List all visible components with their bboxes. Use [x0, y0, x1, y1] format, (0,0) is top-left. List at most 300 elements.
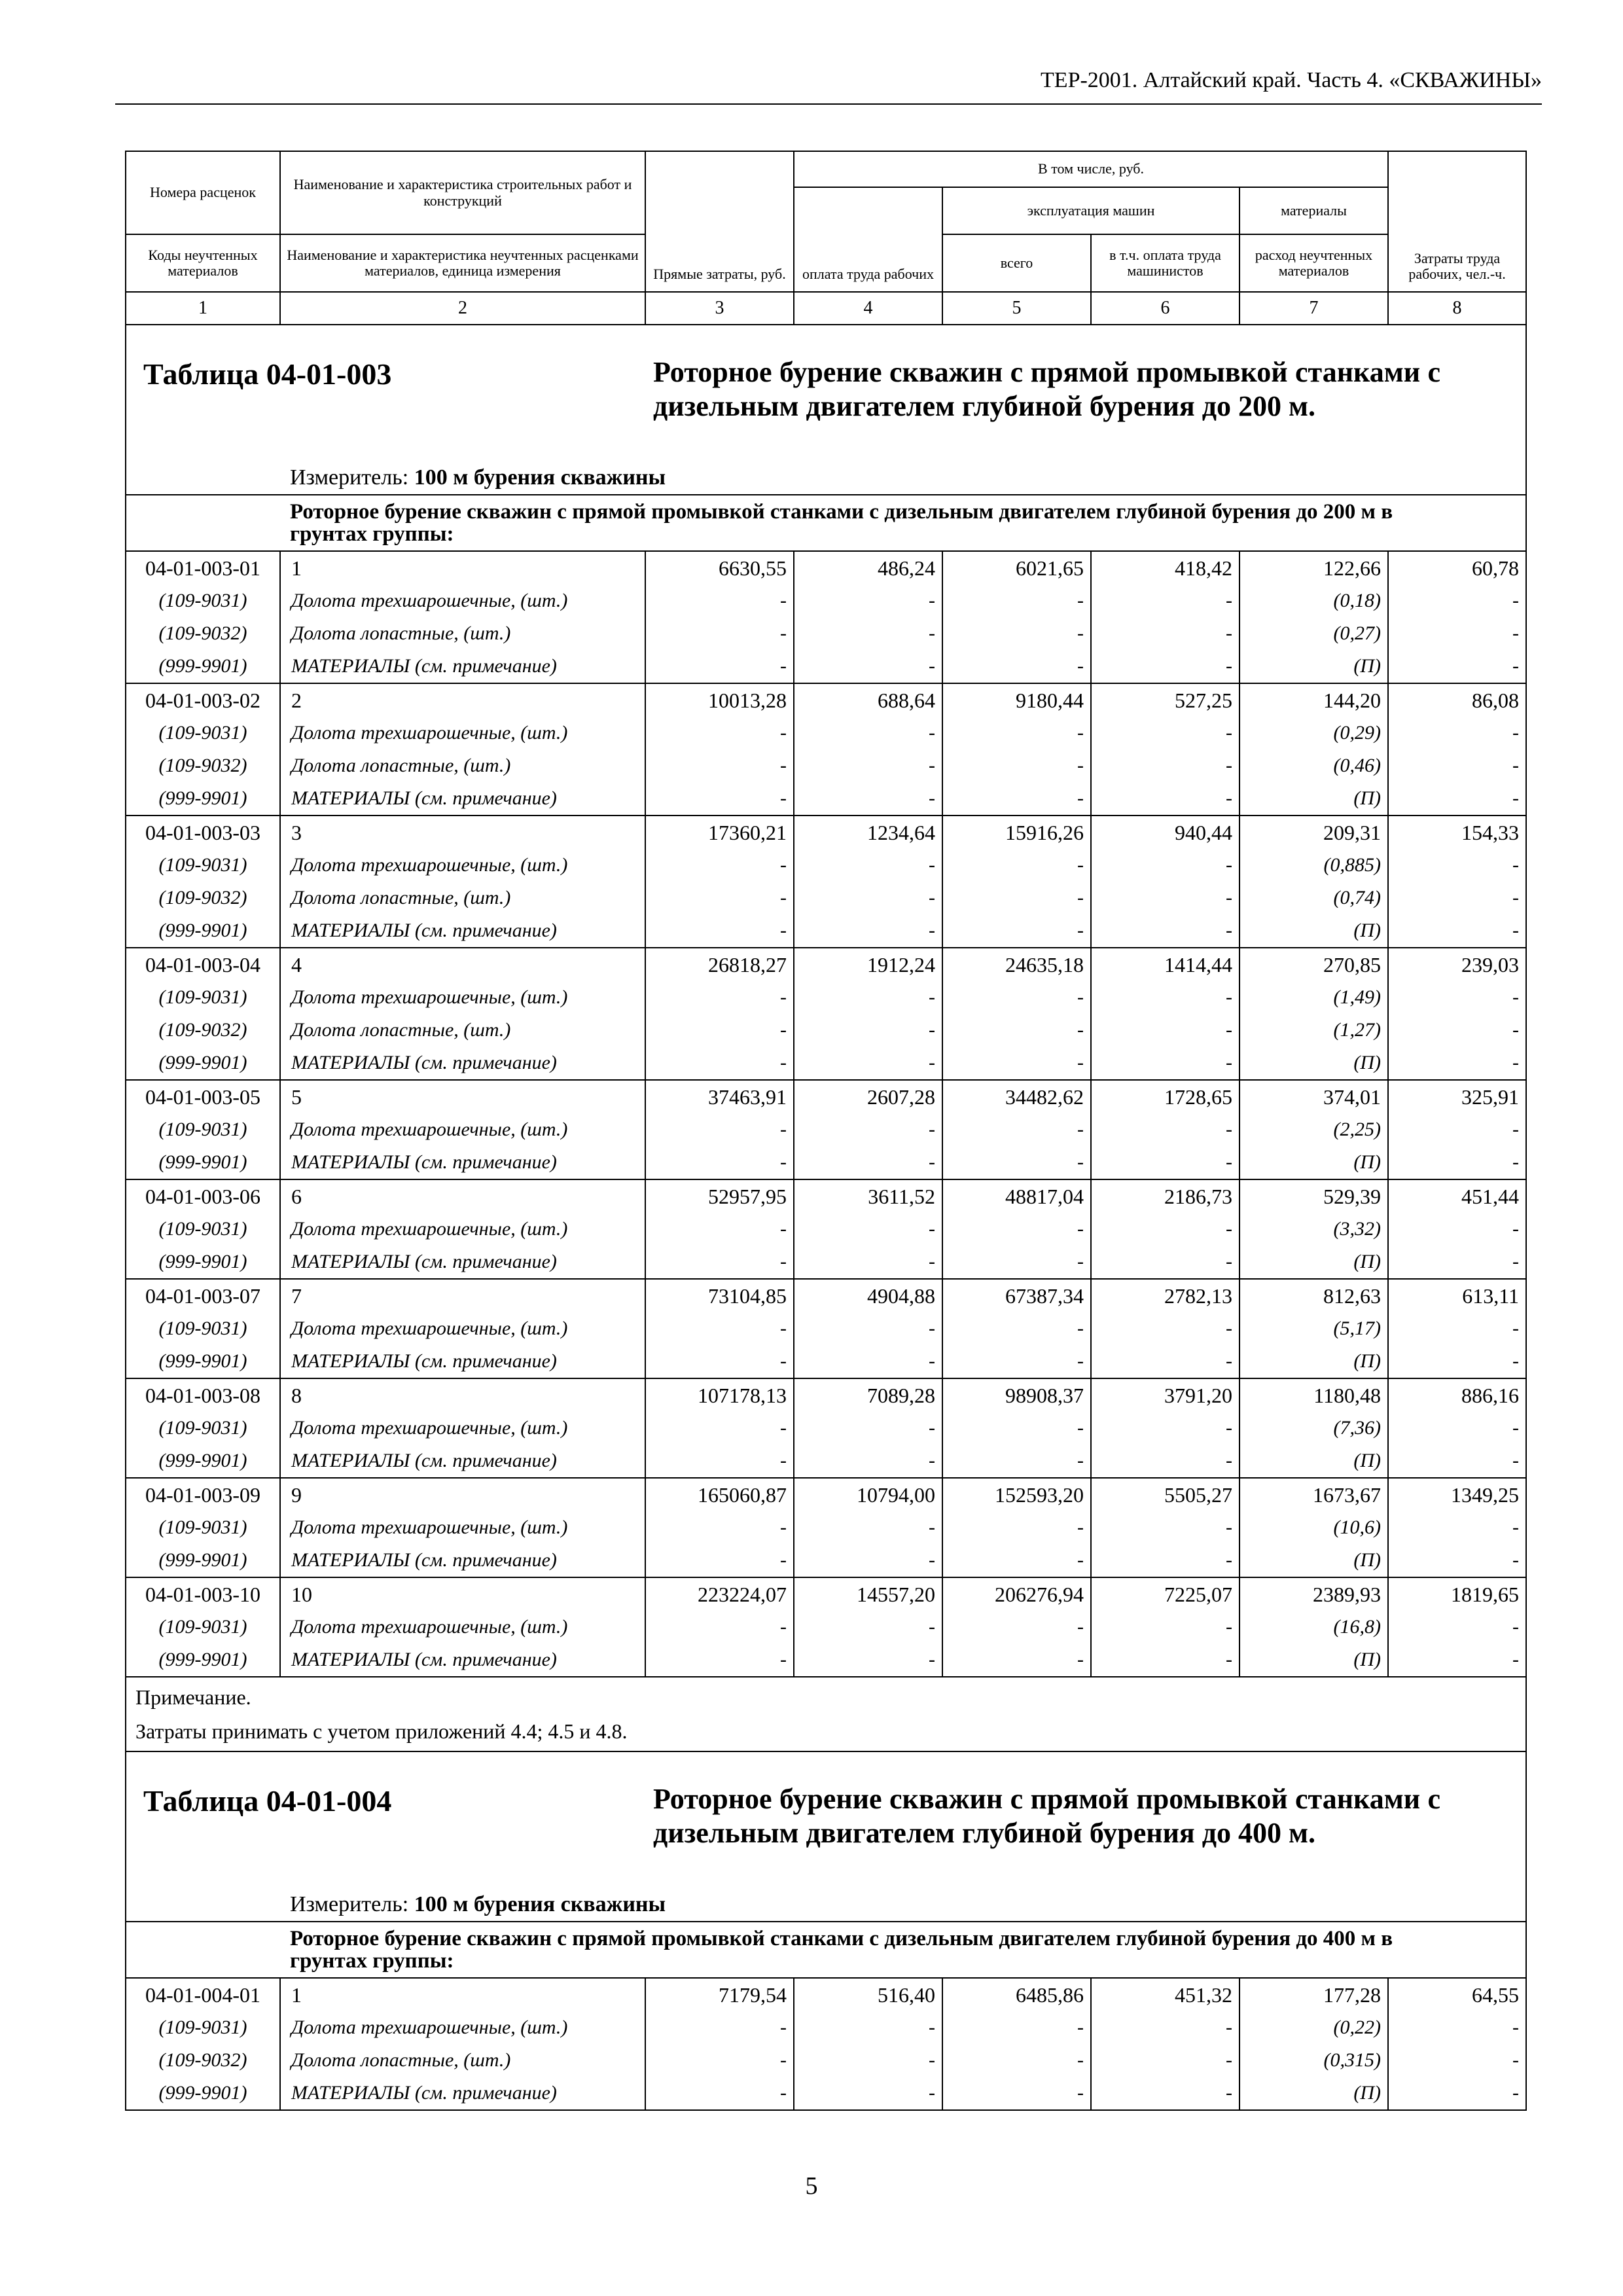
- dash-cell: -: [1388, 882, 1526, 914]
- resource-qty: (0,22): [1240, 2011, 1388, 2044]
- dash-cell: -: [645, 1444, 794, 1478]
- rate-value: 86,08: [1388, 683, 1526, 717]
- dash-cell: -: [1091, 1611, 1240, 1643]
- rate-value: 10794,00: [794, 1478, 942, 1511]
- resource-row: [126, 1511, 1526, 1544]
- resource-qty: (16,8): [1240, 1611, 1388, 1643]
- rate-value: 206276,94: [942, 1577, 1091, 1611]
- resource-code: (999-9901): [126, 1246, 280, 1279]
- col-number: 6: [1091, 292, 1240, 325]
- rate-row: [126, 1080, 1526, 1113]
- resource-code: (109-9031): [126, 717, 280, 749]
- rate-value: 223224,07: [645, 1577, 794, 1611]
- col-number: 3: [645, 292, 794, 325]
- resource-code: (999-9901): [126, 1544, 280, 1577]
- dash-cell: -: [1388, 650, 1526, 683]
- dash-cell: -: [794, 1611, 942, 1643]
- dash-cell: -: [942, 1146, 1091, 1179]
- rate-value: 48817,04: [942, 1179, 1091, 1213]
- resource-qty: (5,17): [1240, 1312, 1388, 1345]
- section-title-block: [126, 1751, 1526, 1922]
- rate-value: 67387,34: [942, 1279, 1091, 1312]
- dash-cell: -: [1091, 882, 1240, 914]
- dash-cell: -: [794, 749, 942, 782]
- dash-cell: -: [942, 1213, 1091, 1246]
- dash-cell: -: [645, 1312, 794, 1345]
- dash-cell: -: [794, 782, 942, 816]
- resource-row: [126, 617, 1526, 650]
- dash-cell: -: [1091, 1511, 1240, 1544]
- rate-row: [126, 1279, 1526, 1312]
- rate-value: 374,01: [1240, 1080, 1388, 1113]
- rate-value: 325,91: [1388, 1080, 1526, 1113]
- dash-cell: -: [1388, 849, 1526, 882]
- rate-value: 1819,65: [1388, 1577, 1526, 1611]
- page-number: 5: [805, 2172, 818, 2200]
- resource-row: [126, 1213, 1526, 1246]
- rate-code: 04-01-003-04: [126, 948, 280, 981]
- dash-cell: -: [942, 914, 1091, 948]
- dash-cell: -: [794, 882, 942, 914]
- rate-value: 1180,48: [1240, 1378, 1388, 1412]
- dash-cell: -: [942, 2044, 1091, 2077]
- dash-cell: -: [942, 1412, 1091, 1444]
- rate-value: 3791,20: [1091, 1378, 1240, 1412]
- dash-cell: -: [1091, 1213, 1240, 1246]
- resource-qty: (П): [1240, 1345, 1388, 1378]
- resource-qty: (7,36): [1240, 1412, 1388, 1444]
- resource-code: (999-9901): [126, 914, 280, 948]
- table-title: Роторное бурение скважин с прямой промывкой станками с дизельным двигателем глубиной бурения до 200 м.: [653, 356, 1441, 422]
- dash-cell: -: [942, 849, 1091, 882]
- dash-cell: -: [1388, 1511, 1526, 1544]
- col-number: 1: [126, 292, 280, 325]
- resource-name: Долота лопастные, (шт.): [280, 882, 645, 914]
- resource-qty: (2,25): [1240, 1113, 1388, 1146]
- dash-cell: -: [794, 1444, 942, 1478]
- dash-cell: -: [942, 1312, 1091, 1345]
- dash-cell: -: [1091, 1312, 1240, 1345]
- resource-row: [126, 1014, 1526, 1047]
- dash-cell: -: [942, 882, 1091, 914]
- dash-cell: -: [942, 1113, 1091, 1146]
- resource-code: (109-9031): [126, 1213, 280, 1246]
- dash-cell: -: [942, 1246, 1091, 1279]
- rate-value: 17360,21: [645, 816, 794, 849]
- table-note: [126, 1677, 1526, 1751]
- rate-name: 9: [280, 1478, 645, 1511]
- resource-qty: (П): [1240, 1643, 1388, 1677]
- dash-cell: -: [1388, 1345, 1526, 1378]
- dash-cell: -: [645, 2077, 794, 2110]
- resource-name: МАТЕРИАЛЫ (см. примечание): [280, 914, 645, 948]
- rate-value: 10013,28: [645, 683, 794, 717]
- dash-cell: -: [1388, 1014, 1526, 1047]
- rate-value: 209,31: [1240, 816, 1388, 849]
- dash-cell: -: [1388, 717, 1526, 749]
- rate-code: 04-01-003-01: [126, 551, 280, 584]
- resource-name: МАТЕРИАЛЫ (см. примечание): [280, 1444, 645, 1478]
- rate-value: 270,85: [1240, 948, 1388, 981]
- rate-row: [126, 1478, 1526, 1511]
- resource-row: [126, 1113, 1526, 1146]
- dash-cell: -: [942, 717, 1091, 749]
- resource-row: [126, 981, 1526, 1014]
- rate-value: 34482,62: [942, 1080, 1091, 1113]
- meter-label: Измеритель:: [290, 1892, 409, 1916]
- resource-name: МАТЕРИАЛЫ (см. примечание): [280, 650, 645, 683]
- dash-cell: -: [1388, 1246, 1526, 1279]
- dash-cell: -: [794, 1014, 942, 1047]
- rate-value: 6021,65: [942, 551, 1091, 584]
- col2-bottom-header: Наименование и характеристика неучтенных расценками материалов, единица измерения: [280, 234, 645, 292]
- col8-header: Затраты труда рабочих, чел.-ч.: [1388, 151, 1526, 292]
- rate-value: 2186,73: [1091, 1179, 1240, 1213]
- dash-cell: -: [1388, 1412, 1526, 1444]
- rate-value: 152593,20: [942, 1478, 1091, 1511]
- rate-row: [126, 1577, 1526, 1611]
- resource-row: [126, 1047, 1526, 1080]
- resource-row: [126, 1544, 1526, 1577]
- resource-name: МАТЕРИАЛЫ (см. примечание): [280, 1345, 645, 1378]
- resource-name: Долота лопастные, (шт.): [280, 617, 645, 650]
- dash-cell: -: [1388, 2011, 1526, 2044]
- resource-name: МАТЕРИАЛЫ (см. примечание): [280, 2077, 645, 2110]
- resource-code: (109-9031): [126, 1611, 280, 1643]
- rate-value: 177,28: [1240, 1978, 1388, 2011]
- rate-value: 940,44: [1091, 816, 1240, 849]
- resource-name: МАТЕРИАЛЫ (см. примечание): [280, 1047, 645, 1080]
- rate-value: 64,55: [1388, 1978, 1526, 2011]
- dash-cell: -: [794, 1412, 942, 1444]
- rate-name: 6: [280, 1179, 645, 1213]
- rate-value: 239,03: [1388, 948, 1526, 981]
- resource-code: (999-9901): [126, 1444, 280, 1478]
- dash-cell: -: [1091, 1047, 1240, 1080]
- dash-cell: -: [1091, 1544, 1240, 1577]
- rate-code: 04-01-003-08: [126, 1378, 280, 1412]
- dash-cell: -: [645, 1511, 794, 1544]
- machines-header: эксплуатация машин: [942, 187, 1240, 234]
- rate-value: 451,32: [1091, 1978, 1240, 2011]
- col7-header: расход неучтенных материалов: [1240, 234, 1388, 292]
- dash-cell: -: [794, 1345, 942, 1378]
- rate-row: [126, 816, 1526, 849]
- rate-value: 3611,52: [794, 1179, 942, 1213]
- dash-cell: -: [1091, 717, 1240, 749]
- rate-value: 5505,27: [1091, 1478, 1240, 1511]
- dash-cell: -: [645, 1544, 794, 1577]
- rate-value: 14557,20: [794, 1577, 942, 1611]
- rate-value: 107178,13: [645, 1378, 794, 1412]
- rate-code: 04-01-003-07: [126, 1279, 280, 1312]
- resource-qty: (П): [1240, 914, 1388, 948]
- dash-cell: -: [645, 2011, 794, 2044]
- resource-code: (999-9901): [126, 1643, 280, 1677]
- resource-row: [126, 1611, 1526, 1643]
- resource-code: (109-9032): [126, 2044, 280, 2077]
- rate-value: 812,63: [1240, 1279, 1388, 1312]
- resource-name: МАТЕРИАЛЫ (см. примечание): [280, 1544, 645, 1577]
- col-number: 5: [942, 292, 1091, 325]
- resource-qty: (П): [1240, 1047, 1388, 1080]
- dash-cell: -: [794, 1544, 942, 1577]
- meter-value: 100 м бурения скважины: [414, 465, 666, 490]
- col-number: 4: [794, 292, 942, 325]
- resource-qty: (П): [1240, 2077, 1388, 2110]
- dash-cell: -: [645, 749, 794, 782]
- dash-cell: -: [1091, 584, 1240, 617]
- dash-cell: -: [1388, 1047, 1526, 1080]
- dash-cell: -: [794, 1213, 942, 1246]
- dash-cell: -: [794, 584, 942, 617]
- resource-qty: (1,27): [1240, 1014, 1388, 1047]
- resource-code: (999-9901): [126, 650, 280, 683]
- rate-value: 52957,95: [645, 1179, 794, 1213]
- resource-qty: (П): [1240, 1544, 1388, 1577]
- dash-cell: -: [942, 1345, 1091, 1378]
- dash-cell: -: [794, 914, 942, 948]
- rate-name: 1: [280, 551, 645, 584]
- resource-name: МАТЕРИАЛЫ (см. примечание): [280, 1643, 645, 1677]
- dash-cell: -: [645, 717, 794, 749]
- dash-cell: -: [942, 650, 1091, 683]
- meter-line: [290, 465, 666, 490]
- dash-cell: -: [1388, 1213, 1526, 1246]
- dash-cell: -: [1091, 782, 1240, 816]
- dash-cell: -: [1388, 1643, 1526, 1677]
- resource-code: (109-9031): [126, 849, 280, 882]
- dash-cell: -: [1091, 981, 1240, 1014]
- dash-cell: -: [942, 584, 1091, 617]
- resource-code: (999-9901): [126, 782, 280, 816]
- rate-value: 1912,24: [794, 948, 942, 981]
- dash-cell: -: [645, 650, 794, 683]
- dash-cell: -: [1091, 1444, 1240, 1478]
- rate-value: 26818,27: [645, 948, 794, 981]
- dash-cell: -: [1091, 1146, 1240, 1179]
- rate-code: 04-01-004-01: [126, 1978, 280, 2011]
- meter-label: Измеритель:: [290, 465, 409, 490]
- resource-name: МАТЕРИАЛЫ (см. примечание): [280, 1146, 645, 1179]
- resource-code: (109-9031): [126, 981, 280, 1014]
- dash-cell: -: [1091, 617, 1240, 650]
- rate-value: 2782,13: [1091, 1279, 1240, 1312]
- col6-header: в т.ч. оплата труда машинистов: [1091, 234, 1240, 292]
- dash-cell: -: [794, 1312, 942, 1345]
- dash-cell: -: [645, 584, 794, 617]
- group-title: Роторное бурение скважин с прямой промывкой станками с дизельным двигателем глубиной бурения до 400 м в грунтах группы:: [126, 1922, 1526, 1978]
- resource-row: [126, 849, 1526, 882]
- dash-cell: -: [1388, 1312, 1526, 1345]
- dash-cell: -: [645, 2044, 794, 2077]
- resource-qty: (0,315): [1240, 2044, 1388, 2077]
- dash-cell: -: [645, 1213, 794, 1246]
- resource-name: МАТЕРИАЛЫ (см. примечание): [280, 782, 645, 816]
- dash-cell: -: [942, 1544, 1091, 1577]
- dash-cell: -: [794, 650, 942, 683]
- resource-name: Долота трехшарошечные, (шт.): [280, 1511, 645, 1544]
- dash-cell: -: [645, 882, 794, 914]
- running-title: ТЕР-2001. Алтайский край. Часть 4. «СКВАЖИНЫ»: [1041, 68, 1542, 92]
- resource-code: (999-9901): [126, 1047, 280, 1080]
- resource-name: Долота трехшарошечные, (шт.): [280, 1611, 645, 1643]
- col1-bottom-header: Коды неучтенных материалов: [126, 234, 280, 292]
- dash-cell: -: [1091, 2044, 1240, 2077]
- rate-value: 7225,07: [1091, 1577, 1240, 1611]
- rate-row: [126, 948, 1526, 981]
- dash-cell: -: [794, 2077, 942, 2110]
- resource-qty: (3,32): [1240, 1213, 1388, 1246]
- rate-value: 2389,93: [1240, 1577, 1388, 1611]
- dash-cell: -: [1091, 2011, 1240, 2044]
- dash-cell: -: [645, 981, 794, 1014]
- resource-row: [126, 882, 1526, 914]
- dash-cell: -: [645, 1412, 794, 1444]
- dash-cell: -: [942, 2011, 1091, 2044]
- resource-qty: (0,29): [1240, 717, 1388, 749]
- rate-name: 8: [280, 1378, 645, 1412]
- resource-code: (109-9032): [126, 882, 280, 914]
- resource-row: [126, 717, 1526, 749]
- note-title: Примечание.: [135, 1685, 251, 1709]
- rate-name: 1: [280, 1978, 645, 2011]
- dash-cell: -: [1388, 2044, 1526, 2077]
- col1-top-header: Номера расценок: [126, 151, 280, 234]
- rate-value: 4904,88: [794, 1279, 942, 1312]
- resource-name: Долота трехшарошечные, (шт.): [280, 1312, 645, 1345]
- dash-cell: -: [942, 1014, 1091, 1047]
- col-number: 8: [1388, 292, 1526, 325]
- rate-code: 04-01-003-02: [126, 683, 280, 717]
- rate-value: 154,33: [1388, 816, 1526, 849]
- resource-code: (109-9032): [126, 1014, 280, 1047]
- resource-code: (109-9031): [126, 2011, 280, 2044]
- dash-cell: -: [1091, 650, 1240, 683]
- rate-value: 1673,67: [1240, 1478, 1388, 1511]
- dash-cell: -: [645, 617, 794, 650]
- dash-cell: -: [645, 1345, 794, 1378]
- dash-cell: -: [1388, 782, 1526, 816]
- col-number: 2: [280, 292, 645, 325]
- dash-cell: -: [794, 849, 942, 882]
- resource-name: Долота лопастные, (шт.): [280, 749, 645, 782]
- resource-qty: (0,27): [1240, 617, 1388, 650]
- dash-cell: -: [1091, 1345, 1240, 1378]
- resource-code: (109-9032): [126, 749, 280, 782]
- resource-code: (109-9031): [126, 1511, 280, 1544]
- col5-header: всего: [942, 234, 1091, 292]
- rate-code: 04-01-003-10: [126, 1577, 280, 1611]
- rate-value: 7089,28: [794, 1378, 942, 1412]
- dash-cell: -: [794, 1643, 942, 1677]
- dash-cell: -: [794, 2044, 942, 2077]
- resource-row: [126, 749, 1526, 782]
- rate-name: 5: [280, 1080, 645, 1113]
- rate-code: 04-01-003-03: [126, 816, 280, 849]
- dash-cell: -: [1091, 749, 1240, 782]
- resource-name: Долота лопастные, (шт.): [280, 1014, 645, 1047]
- resource-row: [126, 1444, 1526, 1478]
- resource-name: Долота трехшарошечные, (шт.): [280, 1412, 645, 1444]
- table-number: Таблица 04-01-004: [143, 1784, 392, 1818]
- resource-row: [126, 650, 1526, 683]
- resource-name: Долота трехшарошечные, (шт.): [280, 1113, 645, 1146]
- table-number: Таблица 04-01-003: [143, 357, 392, 391]
- dash-cell: -: [1091, 1113, 1240, 1146]
- resource-row: [126, 1412, 1526, 1444]
- dash-cell: -: [645, 1113, 794, 1146]
- dash-cell: -: [1091, 1246, 1240, 1279]
- col3-header: Прямые затраты, руб.: [645, 151, 794, 292]
- dash-cell: -: [1388, 1611, 1526, 1643]
- resource-qty: (0,46): [1240, 749, 1388, 782]
- meter-value: 100 м бурения скважины: [414, 1892, 666, 1916]
- rate-row: [126, 1179, 1526, 1213]
- dash-cell: -: [1388, 914, 1526, 948]
- resource-qty: (0,18): [1240, 584, 1388, 617]
- table-title: Роторное бурение скважин с прямой промывкой станками с дизельным двигателем глубиной бурения до 400 м.: [653, 1783, 1441, 1849]
- group-title: Роторное бурение скважин с прямой промывкой станками с дизельным двигателем глубиной бурения до 200 м в грунтах группы:: [126, 495, 1526, 551]
- dash-cell: -: [794, 1047, 942, 1080]
- dash-cell: -: [794, 1113, 942, 1146]
- resource-row: [126, 1643, 1526, 1677]
- rate-code: 04-01-003-09: [126, 1478, 280, 1511]
- resource-qty: (0,74): [1240, 882, 1388, 914]
- dash-cell: -: [1388, 749, 1526, 782]
- rate-value: 516,40: [794, 1978, 942, 2011]
- materials-header: материалы: [1240, 187, 1388, 234]
- dash-cell: -: [645, 1146, 794, 1179]
- dash-cell: -: [1388, 1146, 1526, 1179]
- rate-value: 1728,65: [1091, 1080, 1240, 1113]
- rate-name: 4: [280, 948, 645, 981]
- rate-name: 10: [280, 1577, 645, 1611]
- dash-cell: -: [942, 2077, 1091, 2110]
- resource-row: [126, 782, 1526, 816]
- resource-qty: (П): [1240, 1246, 1388, 1279]
- resource-code: (109-9031): [126, 1312, 280, 1345]
- resource-code: (109-9032): [126, 617, 280, 650]
- rate-value: 144,20: [1240, 683, 1388, 717]
- resource-qty: (П): [1240, 1146, 1388, 1179]
- header-rule: [115, 103, 1542, 105]
- rate-value: 6485,86: [942, 1978, 1091, 2011]
- rate-value: 1414,44: [1091, 948, 1240, 981]
- resource-row: [126, 1345, 1526, 1378]
- dash-cell: -: [1388, 1113, 1526, 1146]
- dash-cell: -: [1091, 1412, 1240, 1444]
- dash-cell: -: [645, 1643, 794, 1677]
- rate-value: 2607,28: [794, 1080, 942, 1113]
- rate-code: 04-01-003-05: [126, 1080, 280, 1113]
- dash-cell: -: [1091, 914, 1240, 948]
- note-text: Затраты принимать с учетом приложений 4.4; 4.5 и 4.8.: [135, 1719, 628, 1743]
- dash-cell: -: [645, 1047, 794, 1080]
- dash-cell: -: [645, 782, 794, 816]
- dash-cell: -: [1091, 1643, 1240, 1677]
- dash-cell: -: [794, 981, 942, 1014]
- rate-value: 451,44: [1388, 1179, 1526, 1213]
- dash-cell: -: [1388, 981, 1526, 1014]
- dash-cell: -: [942, 617, 1091, 650]
- dash-cell: -: [942, 981, 1091, 1014]
- resource-row: [126, 2011, 1526, 2044]
- resource-qty: (0,885): [1240, 849, 1388, 882]
- rate-row: [126, 1978, 1526, 2011]
- rate-value: 7179,54: [645, 1978, 794, 2011]
- rate-name: 2: [280, 683, 645, 717]
